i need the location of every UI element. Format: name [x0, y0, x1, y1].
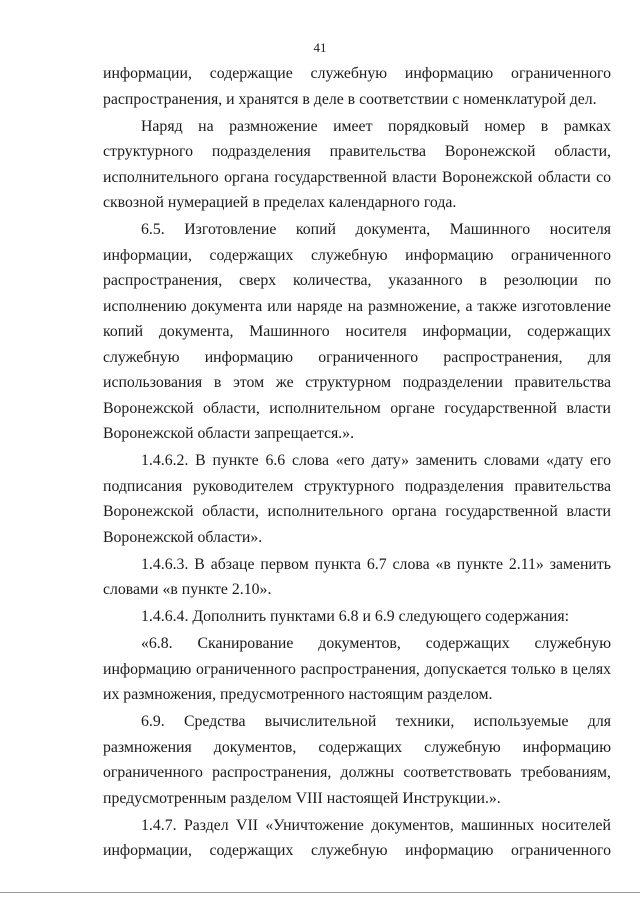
paragraph-6-5: 6.5. Изготовление копий документа, Машинного носителя информации, содержащих служебную информацию ограниченного распространения, сверх количества, указанного в резолюции по исполнению документа или наряде на размножение, а также изготовление копий документа, Машинного носителя информации, содержащих служебную информацию ограниченного распространения, для использования в этом же структурном подразделении правительства Воронежской области, исполнительном органе государственной власти Воронежской области запрещается.». — [103, 221, 611, 442]
paragraph-1-4-6-2: 1.4.6.2. В пункте 6.6 слова «его дату» заменить словами «дату его подписания руководителем структурного подразделения правительства Воронежской области, исполнительного органа государственной власти Воронежской области». — [103, 452, 611, 546]
paragraph-6-8: «6.8. Сканирование документов, содержащих служебную информацию ограниченного распространения, допускается только в целях их размножения, предусмотренного настоящим разделом. — [103, 635, 611, 703]
paragraph-1-4-7: 1.4.7. Раздел VII «Уничтожение документов, машинных носителей информации, содержащих служебную информацию ограниченного — [103, 816, 611, 859]
paragraph-naryad: Наряд на размножение имеет порядковый номер в рамках структурного подразделения правительства Воронежской области, исполнительного органа государственной власти Воронежской области со сквозной нумерацией в пределах календарного года. — [103, 117, 611, 211]
paragraph-6-9: 6.9. Средства вычислительной техники, используемые для размножения документов, содержащих служебную информацию ограниченного распространения, должны соответствовать требованиям, предусмотренным разделом VIII настоящей Инструкции.». — [103, 713, 611, 807]
paragraph-1-4-6-3: 1.4.6.3. В абзаце первом пункта 6.7 слова «в пункте 2.11» заменить словами «в пункте 2.10». — [103, 555, 611, 598]
paragraph-1-4-6-4: 1.4.6.4. Дополнить пунктами 6.8 и 6.9 следующего содержания: — [141, 608, 570, 625]
document-body — [103, 61, 611, 865]
paragraph-continuation: информации, содержащие служебную информацию ограниченного распространения, и хранятся в деле в соответствии с номенклатурой дел. — [103, 65, 611, 108]
page-number: 41 — [313, 40, 327, 55]
page-bottom-rule — [0, 892, 640, 893]
